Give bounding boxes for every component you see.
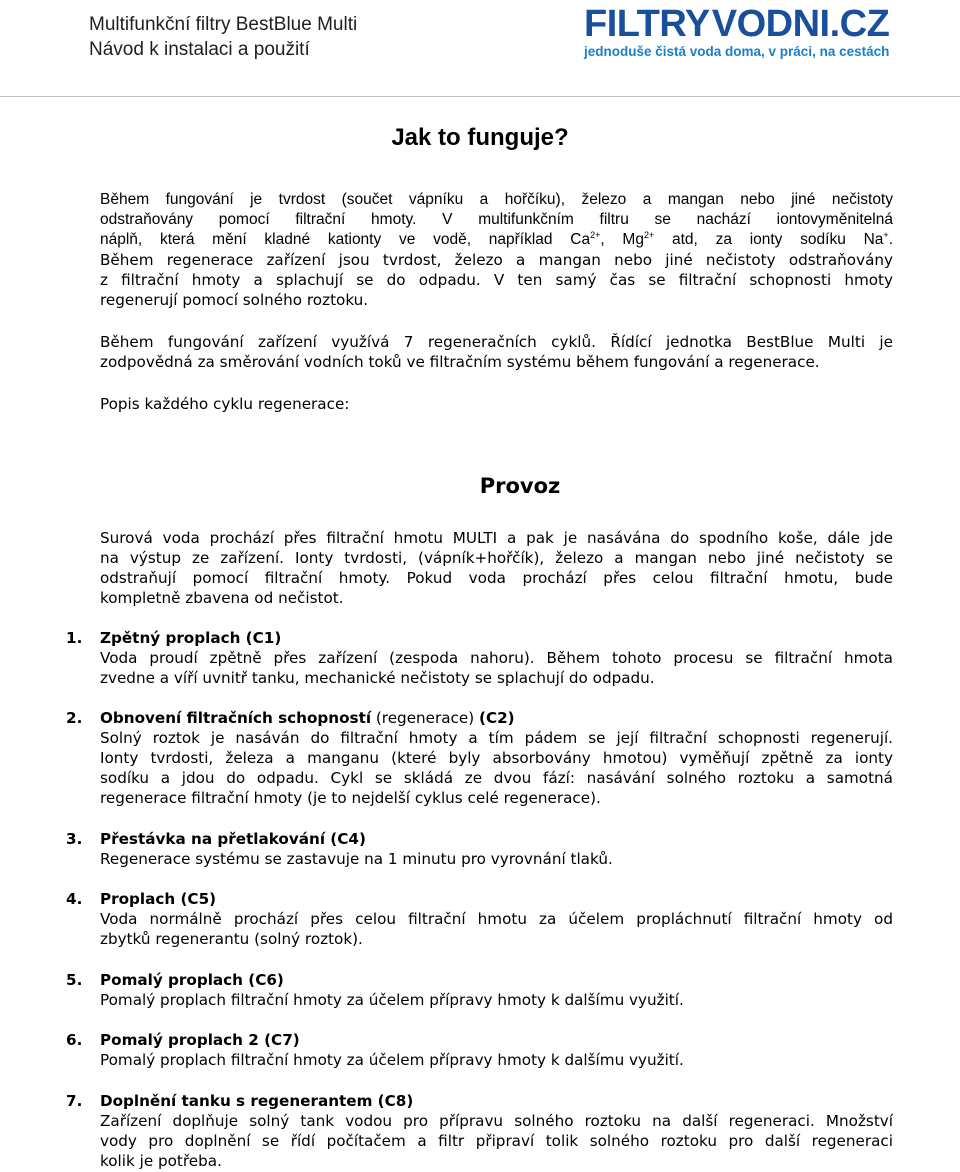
step-line: regenerace filtrační hmoty (je to nejdelší cyklus celé regenerace). bbox=[100, 789, 601, 807]
step-number: 1. bbox=[66, 629, 83, 647]
page-header bbox=[0, 0, 960, 97]
intro-line: regenerují pomocí solného roztoku. bbox=[100, 291, 369, 309]
step-line: Ionty tvrdosti, železa a manganu (které byly absorbovány hmotou) vyměňují zpětně za ionty bbox=[100, 749, 893, 767]
step-title: Obnovení filtračních schopností (regenerace) (C2) bbox=[100, 709, 515, 727]
step-line: Zařízení doplňuje solný tank vodou pro přípravu solného roztoku na další regeneraci. Množství bbox=[100, 1112, 893, 1130]
step-title: Pomalý proplach 2 (C7) bbox=[100, 1031, 300, 1049]
step-line: zvedne a víří uvnitř tanku, mechanické nečistoty se splachují do odpadu. bbox=[100, 669, 655, 687]
intro-text: atd, za ionty sodíku Na bbox=[654, 231, 884, 248]
step-title: Zpětný proplach (C1) bbox=[100, 629, 282, 647]
step-line: kolik je potřeba. bbox=[100, 1152, 222, 1170]
document-title-line2: Návod k instalaci a použití bbox=[89, 39, 310, 60]
step-line: Regenerace systému se zastavuje na 1 minutu pro vyrovnání tlaků. bbox=[100, 850, 613, 868]
provoz-line: na výstup ze zařízení. Ionty tvrdosti, (vápník+hořčík), železo a mangan nebo jiné nečistoty se bbox=[100, 549, 893, 567]
intro-text: . bbox=[888, 231, 893, 248]
step-line: Voda proudí zpětně přes zařízení (zespoda nahoru). Během tohoto procesu se filtrační hmota bbox=[100, 649, 893, 667]
step-title: Přestávka na přetlakování (C4) bbox=[100, 830, 366, 848]
brand-logo bbox=[584, 3, 890, 62]
step-number: 3. bbox=[66, 830, 83, 848]
cycles-paragraph bbox=[100, 332, 893, 372]
logo-wordmark bbox=[584, 3, 890, 45]
superscript-ca: 2+ bbox=[590, 230, 601, 240]
cycles-line: zodpovědná za směrování vodních toků ve filtračním systému během fungování a regenerace. bbox=[100, 353, 820, 371]
step-number: 2. bbox=[66, 709, 83, 727]
step-line: Pomalý proplach filtrační hmoty za účelem přípravy hmoty k dalšímu využití. bbox=[100, 991, 684, 1009]
provoz-paragraph bbox=[100, 528, 893, 608]
cycle-description-label: Popis každého cyklu regenerace: bbox=[100, 395, 350, 413]
provoz-line: kompletně zbavena od nečistot. bbox=[100, 589, 344, 607]
intro-line-ions bbox=[100, 230, 893, 250]
step-title: Doplnění tanku s regenerantem (C8) bbox=[100, 1092, 414, 1110]
step-number: 7. bbox=[66, 1092, 83, 1110]
superscript-mg: 2+ bbox=[643, 230, 655, 240]
step-line: zbytků regenerantu (solný roztok). bbox=[100, 930, 363, 948]
logo-text-left: FILTRY bbox=[584, 3, 710, 45]
intro-line: odstraňovány pomocí filtrační hmoty. V multifunkčním filtru se nachází iontovyměnitelná bbox=[100, 211, 893, 228]
cycles-line: Během fungování zařízení využívá 7 regeneračních cyklů. Řídící jednotka BestBlue Multi je bbox=[100, 333, 893, 351]
step-number: 4. bbox=[66, 890, 83, 908]
superscript-na: + bbox=[883, 230, 889, 240]
document-title-line1: Multifunkční filtry BestBlue Multi bbox=[89, 14, 358, 35]
step-number: 5. bbox=[66, 971, 83, 989]
document-title bbox=[89, 12, 357, 62]
provoz-line: Surová voda prochází přes filtrační hmotu MULTI a pak je nasávána do spodního koše, dále jde bbox=[100, 529, 893, 547]
step-title: Pomalý proplach (C6) bbox=[100, 971, 284, 989]
intro-text: náplň, která mění kladné kationty ve vodě, například Ca bbox=[100, 231, 591, 248]
step-line: vody pro doplnění se řídí počítačem a filtr připraví tolik solného roztoku pro další regeneraci bbox=[100, 1132, 893, 1150]
step-line: sodíku a jdou do odpadu. Cykl se skládá ze dvou fází: nasávání solného roztoku a samotná bbox=[100, 769, 893, 787]
intro-text: , Mg bbox=[600, 231, 644, 248]
intro-line: z filtrační hmoty a splachují se do odpadu. V ten samý čas se filtrační schopnosti hmoty bbox=[100, 271, 893, 289]
step-line: Pomalý proplach filtrační hmoty za účelem přípravy hmoty k dalšímu využití. bbox=[100, 1051, 684, 1069]
step-number: 6. bbox=[66, 1031, 83, 1049]
step-line: Voda normálně prochází přes celou filtrační hmotu za účelem propláchnutí filtrační hmoty od bbox=[100, 910, 893, 928]
logo-text-right: VODNI.CZ bbox=[711, 3, 890, 45]
provoz-heading: Provoz bbox=[479, 474, 561, 498]
step-title: Proplach (C5) bbox=[100, 890, 217, 908]
intro-line: Během regenerace zařízení jsou tvrdost, železo a mangan nebo jiné nečistoty odstraňovány bbox=[100, 251, 893, 269]
logo-tagline: jednoduše čistá voda doma, v práci, na cestách bbox=[584, 44, 890, 59]
provoz-line: odstraňují pomocí filtrační hmoty. Pokud voda prochází přes celou filtrační hmotu, bude bbox=[100, 569, 893, 587]
intro-paragraph bbox=[100, 190, 893, 310]
intro-line: Během fungování je tvrdost (součet vápníku a hořčíku), železo a mangan nebo jiné nečistoty bbox=[100, 191, 893, 208]
step-line: Solný roztok je nasáván do filtrační hmoty a tím pádem se její filtrační schopnosti regenerují. bbox=[100, 729, 893, 747]
page-heading: Jak to funguje? bbox=[391, 124, 569, 151]
